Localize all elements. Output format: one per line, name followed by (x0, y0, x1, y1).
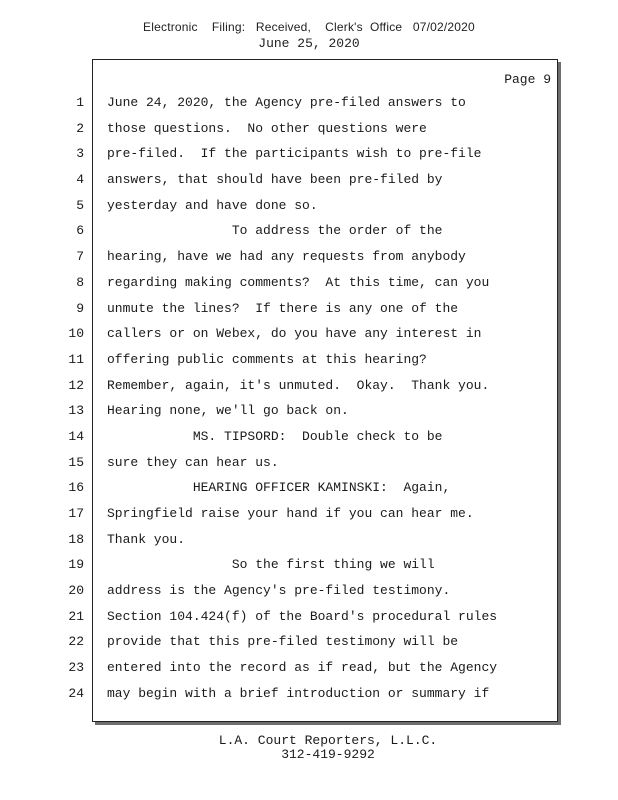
transcript-line: June 24, 2020, the Agency pre-filed answers to (107, 95, 466, 110)
transcript-line: Hearing none, we'll go back on. (107, 403, 349, 419)
line-number: 9 (76, 300, 84, 316)
line-number: 5 (76, 197, 84, 213)
filing-stamp: Electronic Filing: Received, Clerk's Office 07/02/2020 (143, 20, 475, 34)
transcript-line: MS. TIPSORD: Double check to be (107, 428, 443, 444)
line-number: 18 (68, 531, 84, 547)
transcript-line: offering public comments at this hearing? (107, 351, 427, 367)
transcript-line: So the first thing we will (107, 557, 435, 573)
line-number: 22 (68, 634, 84, 650)
transcript-line: Remember, again, it's unmuted. Okay. Thank you. (107, 377, 490, 393)
line-number: 7 (76, 249, 84, 265)
line-number: 13 (68, 403, 84, 419)
line-number: 1 (76, 95, 84, 110)
transcript-line: provide that this pre-filed testimony will be (107, 634, 459, 650)
transcript-line: regarding making comments? At this time, can you (107, 274, 490, 290)
transcript-line: Thank you. (107, 531, 186, 547)
transcript-line: hearing, have we had any requests from anybody (107, 249, 466, 265)
transcript-line: sure they can hear us. (107, 454, 279, 470)
transcript-line: may begin with a brief introduction or summary if (107, 685, 490, 701)
court-reporter-phone: 312-419-9292 (281, 747, 375, 762)
transcript-line: pre-filed. If the participants wish to pre-file (107, 146, 482, 162)
line-number: 14 (68, 428, 84, 444)
court-reporter-name: L.A. Court Reporters, L.L.C. (218, 733, 438, 748)
transcript-line: those questions. No other questions were (107, 120, 427, 136)
line-number: 10 (68, 326, 84, 342)
line-number: 12 (68, 377, 84, 393)
line-number: 6 (76, 223, 84, 239)
transcript-line: answers, that should have been pre-filed by (107, 172, 443, 188)
transcript-line: entered into the record as if read, but the Agency (107, 660, 498, 676)
line-number: 15 (68, 454, 84, 470)
line-number: 8 (76, 274, 84, 290)
transcript-line: HEARING OFFICER KAMINSKI: Again, (107, 480, 451, 496)
line-number: 2 (76, 120, 84, 136)
transcript-line: unmute the lines? If there is any one of the (107, 300, 459, 316)
line-number: 4 (76, 172, 84, 188)
page-number: Page 9 (504, 72, 551, 87)
transcript-text (107, 90, 547, 707)
line-number: 20 (68, 583, 84, 599)
transcript-line: Section 104.424(f) of the Board's procedural rules (107, 608, 498, 624)
line-number: 24 (68, 685, 84, 701)
line-number: 17 (68, 506, 84, 521)
line-number-column (60, 90, 84, 707)
line-number: 16 (68, 480, 84, 496)
transcript-line: address is the Agency's pre-filed testimony. (107, 583, 451, 599)
line-number: 3 (76, 146, 84, 162)
line-number: 21 (68, 608, 84, 624)
line-number: 19 (68, 557, 84, 573)
transcript-line: callers or on Webex, do you have any interest in (107, 326, 482, 342)
line-number: 11 (68, 351, 84, 367)
line-number: 23 (68, 660, 84, 676)
transcript-line: Springfield raise your hand if you can hear me. (107, 506, 474, 521)
hearing-date: June 25, 2020 (258, 36, 360, 51)
transcript-line: To address the order of the (107, 223, 443, 239)
transcript-line: yesterday and have done so. (107, 197, 318, 213)
